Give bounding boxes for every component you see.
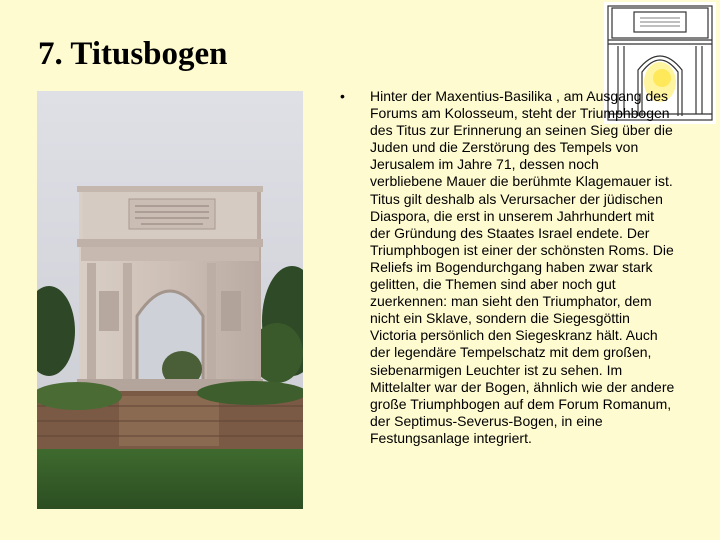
slide-title: 7. Titusbogen <box>38 36 228 72</box>
arch-of-titus-photo <box>37 91 303 509</box>
slide-body-text: Hinter der Maxentius-Basilika , am Ausgang des Forums am Kolosseum, steht der Triumphbogen des Titus zur Erinnerung an seinen Sieg über die Juden und die Zerstörung des Tempels von Jerusalem im Jahre 71, dessen noch verbliebene Mauer die berühmte Klagemauer ist. Titus gilt deshalb als Verursacher der jüdischen Diaspora, die erst in unserem Jahrhundert mit der Gründung des Staates Israel endete. Der Triumphbogen ist einer der schönsten Roms. Die Reliefs im Bogendurchgang haben zwar stark gelitten, die Themen sind aber noch gut zuerkennen: man sieht den Triumphator, dem nicht ein Sklave, sondern die Siegesgöttin Victoria persönlich den Siegeskranz hält. Auch der legendäre Tempelschatz mit dem großen, siebenarmigen Leuchter ist zu sehen. Im Mittelalter war der Bogen, ähnlich wie der andere große Triumphbogen auf dem Forum Romanum, der Septimus-Severus-Bogen, in eine Festungsanlage integriert. <box>370 88 675 446</box>
bullet-point: • <box>340 88 345 104</box>
